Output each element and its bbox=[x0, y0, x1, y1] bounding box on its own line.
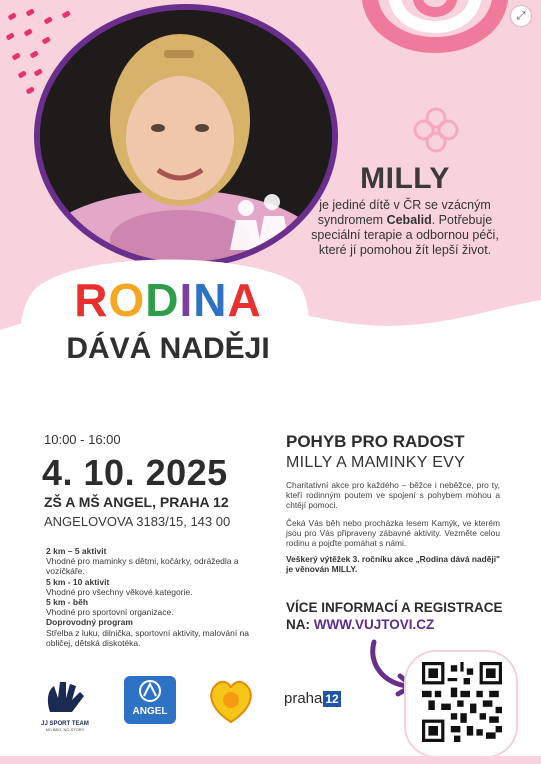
jj-sport-team-logo bbox=[40, 676, 90, 738]
syndrome-name: Cebalid bbox=[386, 213, 432, 227]
expand-icon[interactable]: ⤢ bbox=[511, 6, 531, 26]
angel-logo bbox=[124, 676, 176, 724]
praha-logo-text: praha bbox=[284, 690, 323, 707]
route-text: Vhodné pro sportovní organizace. bbox=[46, 607, 174, 618]
milly-description bbox=[300, 198, 510, 258]
website-link[interactable]: WWW.VUJTOVI.CZ bbox=[313, 617, 435, 632]
section-heading: POHYB PRO RADOST bbox=[286, 432, 465, 451]
route-heading: 2 km – 5 aktivit bbox=[46, 546, 107, 556]
rodina-letter: R bbox=[74, 274, 109, 326]
website-line bbox=[286, 617, 434, 632]
heart-sun-icon bbox=[205, 676, 257, 726]
section-subheading: MILLY A MAMINKY EVY bbox=[286, 454, 466, 471]
route-text: Vhodné pro maminky s dětmi, kočárky, odrážedla a vozíčkáře. bbox=[46, 556, 239, 577]
decorative-swirl bbox=[360, 0, 510, 70]
route-heading: Doprovodný program bbox=[46, 617, 133, 628]
rodina-letter: N bbox=[193, 274, 228, 326]
praha-12-logo bbox=[284, 690, 341, 707]
angel-icon bbox=[124, 676, 176, 706]
route-text: Vhodné pro všechny věkové kategorie. bbox=[46, 586, 193, 597]
milly-block bbox=[300, 162, 510, 258]
route-item bbox=[46, 577, 256, 597]
route-item bbox=[46, 546, 256, 577]
info-heading: VÍCE INFORMACÍ A REGISTRACE bbox=[286, 600, 503, 615]
paragraph-1: Charitativní akce pro každého – běžce i neběžce, pro ty, kteří rodinným poutem ve spojení s pohybem mohou a chtějí pomoci. bbox=[286, 480, 500, 510]
na-label: NA: bbox=[286, 617, 310, 632]
praha-logo-number: 12 bbox=[325, 692, 339, 706]
route-text: Střelba z luku, dilnička, sportovní aktivity, malování na obličej, dětská diskotéka. bbox=[46, 627, 249, 648]
routes-list bbox=[46, 546, 256, 648]
milly-line1: je jediné dítě v ČR se vzácným syndromem bbox=[317, 198, 491, 227]
bottom-pink-strip bbox=[0, 756, 541, 764]
event-venue: ZŠ A MŠ ANGEL, PRAHA 12 bbox=[44, 494, 229, 510]
child-photo bbox=[40, 10, 332, 262]
route-heading: 5 km - běh bbox=[46, 597, 89, 608]
rodina-letter: A bbox=[227, 274, 262, 326]
rodina-letter: I bbox=[179, 274, 194, 326]
event-time: 10:00 - 16:00 bbox=[44, 432, 121, 447]
paragraph-2: Čeká Vás běh nebo procházka lesem Kamýk, ve kterém jsou pro Vás připraveny zábavné aktivity. Vezměte celou rodinu a pojďte pomáhat s námi. bbox=[286, 518, 500, 548]
jj-logo-text: JJ SPORT TEAM bbox=[41, 721, 89, 727]
flower-icon bbox=[410, 104, 462, 156]
milly-line2: . Potřebuje speciální terapie a odbornou péči, které jí pomohou žít lepší život. bbox=[311, 213, 499, 257]
heart-logo bbox=[205, 676, 257, 726]
route-heading: 5 km - 10 aktivit bbox=[46, 576, 110, 587]
paragraph-3: Veškerý výtěžek 3. ročníku akce „Rodina dává naději" je věnován MILLY. bbox=[286, 554, 500, 574]
rodina-title bbox=[38, 276, 298, 324]
angel-logo-text: ANGEL bbox=[132, 706, 168, 717]
qr-code-icon[interactable] bbox=[422, 662, 502, 742]
dava-nadeji-subtitle: DÁVÁ NADĚJI bbox=[66, 332, 270, 365]
route-item bbox=[46, 597, 256, 617]
milly-name: MILLY bbox=[360, 162, 450, 195]
event-date: 4. 10. 2025 bbox=[42, 452, 228, 493]
child-illustration bbox=[40, 10, 332, 262]
rodina-letter: O bbox=[108, 274, 146, 326]
event-address: ANGELOVOVA 3183/15, 143 00 bbox=[44, 514, 231, 529]
rodina-letter: D bbox=[145, 274, 180, 326]
hand-icon bbox=[40, 676, 90, 716]
jj-logo-tagline: NO BEG, NO STORY bbox=[45, 727, 85, 732]
route-item bbox=[46, 617, 256, 648]
